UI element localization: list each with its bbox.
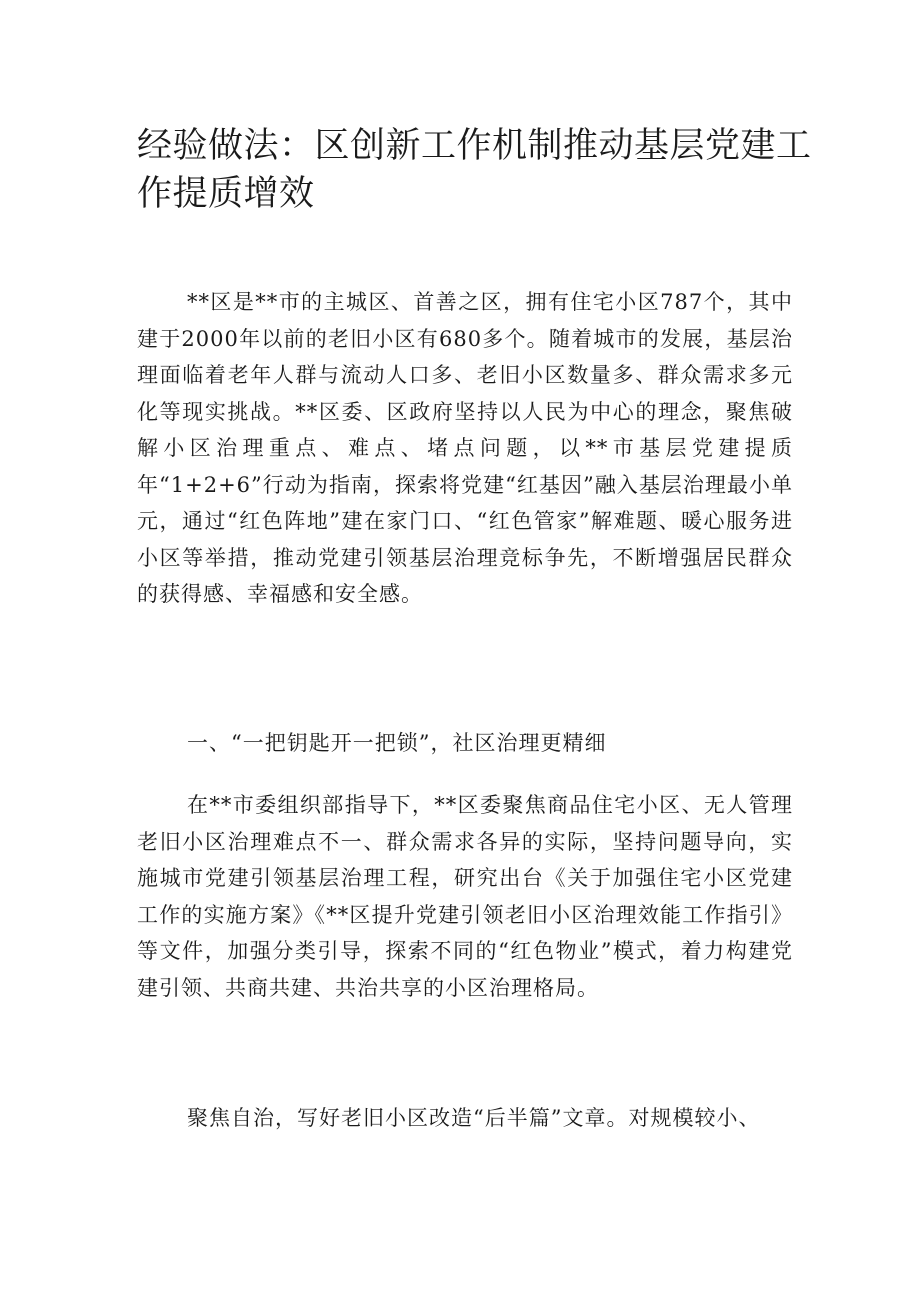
intro-paragraph: **区是**市的主城区、首善之区，拥有住宅小区787个，其中建于2000年以前的老旧小区有680多个。随着城市的发展，基层治理面临着老年人群与流动人口多、老旧小区数量多、群众需求多元化等现实挑战。**区委、区政府坚持以人民为中心的理念，聚焦破解小区治理重点、难点、堵点问题，以**市基层党建提质年“1+2+6”行动为指南，探索将党建“红基因”融入基层治理最小单元，通过“红色阵地”建在家门口、“红色管家”解难题、暖心服务进小区等举措，推动党建引领基层治理竞标争先，不断增强居民群众的获得感、幸福感和安全感。 (137, 290, 793, 606)
section-heading: 一、“一把钥匙开一把锁”，社区治理更精细 (187, 731, 607, 755)
subsection-paragraph: 聚焦自治，写好老旧小区改造“后半篇”文章。对规模较小、 (187, 1106, 761, 1130)
document-title: 经验做法：区创新工作机制推动基层党建工作提质增效 (137, 126, 812, 214)
section-paragraph: 在**市委组织部指导下，**区委聚焦商品住宅小区、无人管理老旧小区治理难点不一、群众需求各异的实际，坚持问题导向，实施城市党建引领基层治理工程，研究出台《关于加强住宅小区党建工作的实施方案》《**区提升党建引领老旧小区治理效能工作指引》等文件，加强分类引导，探索不同的“红色物业”模式，着力构建党建引领、共商共建、共治共享的小区治理格局。 (137, 793, 793, 1000)
